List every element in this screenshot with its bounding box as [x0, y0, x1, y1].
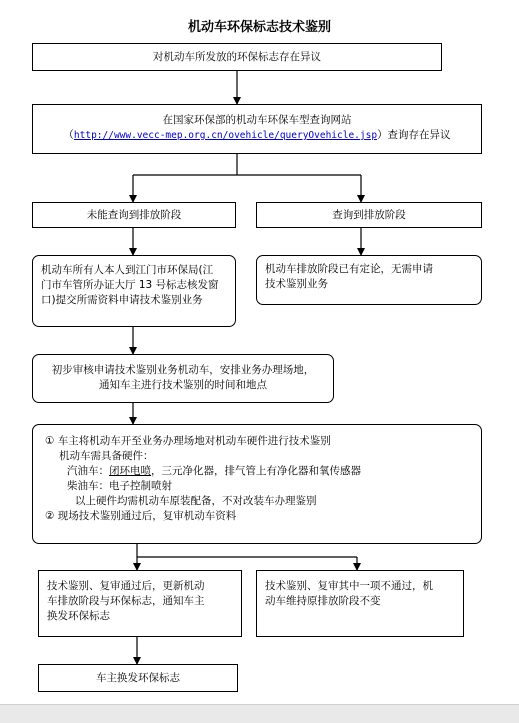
bottom-scroll-bar: [0, 704, 519, 723]
node-initial-review-line2: 通知车主进行技术鉴别的时间和地点: [99, 379, 267, 391]
node-no-need-line2: 技术鉴别业务: [265, 278, 328, 290]
node-hardware-appraisal: [32, 424, 482, 544]
node-replace-label: [38, 664, 238, 692]
node-apply-appraisal-line3: 口)提交所需资料申请技术鉴别业务: [41, 294, 203, 306]
node-found: [256, 202, 482, 228]
gasoline-label: 汽油车：: [67, 465, 109, 477]
node-not-found-text: 未能查询到排放阶段: [86, 208, 182, 221]
node-not-found: [32, 202, 236, 228]
node-initial-review: [32, 354, 334, 403]
node-passed-line1: 技术鉴别、复审通过后，更新机动: [47, 580, 205, 592]
node-failed: [256, 570, 464, 637]
hardware-step-1: ① 车主将机动车开至业务办理场地对机动车硬件进行技术鉴别: [45, 435, 331, 447]
node-apply-appraisal-line1: 机动车所有人本人到江门市环保局(江: [41, 264, 214, 276]
node-objection: [32, 43, 442, 71]
node-replace-label-text: 车主换发环保标志: [96, 671, 180, 684]
node-query-website-line1: 在国家环保部的机动车环保车型查询网站: [162, 114, 352, 126]
node-objection-text: 对机动车所发放的环保标志存在异议: [153, 50, 321, 63]
gasoline-closed-loop: 闭环电喷: [109, 465, 151, 477]
node-passed-line2: 车排放阶段与环保标志，通知车主: [47, 595, 205, 607]
flowchart-title: 机动车环保标志技术鉴别: [187, 20, 331, 35]
hardware-required-label: 机动车需具备硬件：: [59, 450, 154, 462]
node-apply-appraisal: [32, 255, 236, 327]
node-query-website-open-paren: （: [63, 129, 74, 141]
node-initial-review-line1: 初步审核申请技术鉴别业务机动车，安排业务办理场地，: [51, 364, 315, 376]
query-website-link[interactable]: http://www.vecc-mep.org.cn/ovehicle/queryOvehicle.jsp: [73, 130, 378, 141]
node-apply-appraisal-line2: 门市车管所办证大厅 13 号标志核发窗: [41, 279, 219, 291]
node-query-website: [32, 104, 482, 154]
node-no-need: [256, 255, 482, 305]
node-failed-line1: 技术鉴别、复审其中一项不通过，机: [265, 580, 433, 592]
hardware-note: 以上硬件均需机动车原装配备，不对改装车办理鉴别: [75, 495, 317, 507]
gasoline-rest: ，三元净化器，排气管上有净化器和氧传感器: [151, 465, 361, 477]
node-passed: [38, 570, 242, 637]
node-query-website-tail: ）查询存在异议: [377, 129, 451, 141]
hardware-step-2: ② 现场技术鉴别通过后，复审机动车资料: [45, 510, 237, 522]
node-no-need-line1: 机动车排放阶段已有定论，无需申请: [265, 263, 433, 275]
node-found-text: 查询到排放阶段: [332, 208, 406, 221]
diesel-line: 柴油车：电子控制喷射: [67, 480, 172, 492]
node-failed-line2: 动车维持原排放阶段不变: [265, 595, 381, 607]
node-passed-line3: 换发环保标志: [47, 610, 110, 622]
